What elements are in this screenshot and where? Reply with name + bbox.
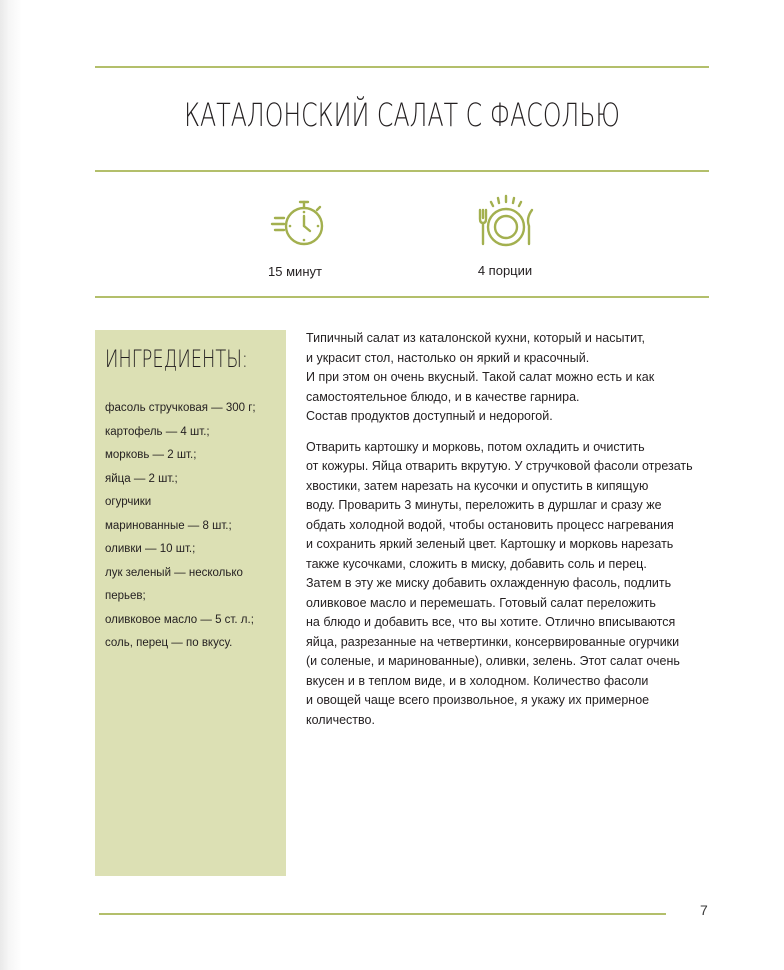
recipe-description [306, 329, 716, 741]
ingredient-item: лук зеленый — несколько [105, 566, 243, 579]
ingredient-item: яйца — 2 шт.; [105, 472, 178, 485]
bottom-rule [99, 913, 666, 915]
ingredient-item: фасоль стручковая — 300 г; [105, 402, 256, 414]
instructions-paragraph: Отварить картошку и морковь, потом охладить и очистить от кожуры. Яйца отварить вкрутую. У стручковой фасоли отрезать хвостики, затем нарезать на кусочки и опустить в кипящую воду. Проварить 3 минуты, переложить в дуршлаг и сразу же обдать холодной водой, чтобы остановить процесс нагревания и сохранить яркий зеленый цвет. Картошку и морковь нарезать также кусочками, сложить в миску, добавить соль и перец. Затем в эту же миску добавить охлажденную фасоль, подлить оливковое масло и перемешать. Готовый салат переложить на блюдо и добавить все, что вы хотите. Отлично вписываются яйца, разрезанные на четвертинки, консервированные огурчики (и соленые, и маринованные), оливки, зелень. Этот салат очень вкусен и в теплом виде, и в холодном. Количество фасоли и овощей чаще всего произвольное, я укажу их примерное количество. [306, 439, 693, 727]
ingredients-list [105, 397, 280, 656]
ingredients-box [95, 330, 286, 876]
meta-divider [95, 296, 709, 298]
ingredient-item: оливки — 10 шт.; [105, 543, 196, 555]
page-number: 7 [700, 902, 708, 918]
intro-paragraph: Типичный салат из каталонской кухни, который и насытит, и украсит стол, настолько он яркий и красочный. И при этом он очень вкусный. Такой салат можно есть и как самостоятельное блюдо, и в качестве гарнира. Состав продуктов доступный и недорогой. [306, 331, 655, 423]
ingredient-item: оливковое масло — 5 ст. л.; [105, 613, 254, 626]
cooking-time: 15 минут [268, 264, 322, 279]
recipe-title: КАТАЛОНСКИЙ САЛАТ С ФАСОЛЬЮ [184, 96, 620, 134]
ingredient-item: картофель — 4 шт.; [105, 425, 210, 438]
portions-count: 4 порции [477, 263, 533, 278]
stopwatch-icon [270, 196, 330, 252]
plate-fork-knife-icon [474, 194, 538, 250]
title-divider [95, 170, 709, 172]
ingredient-item: соль, перец — по вкусу. [105, 637, 233, 649]
ingredient-item: огурчики [105, 496, 152, 508]
ingredient-item: морковь — 2 шт.; [105, 449, 197, 461]
ingredient-item: маринованные — 8 шт.; [105, 519, 232, 532]
ingredients-heading: ИНГРЕДИЕНТЫ: [105, 345, 248, 373]
page-edge-shadow [0, 0, 22, 970]
ingredient-item: перьев; [105, 590, 146, 602]
top-rule [95, 66, 709, 68]
